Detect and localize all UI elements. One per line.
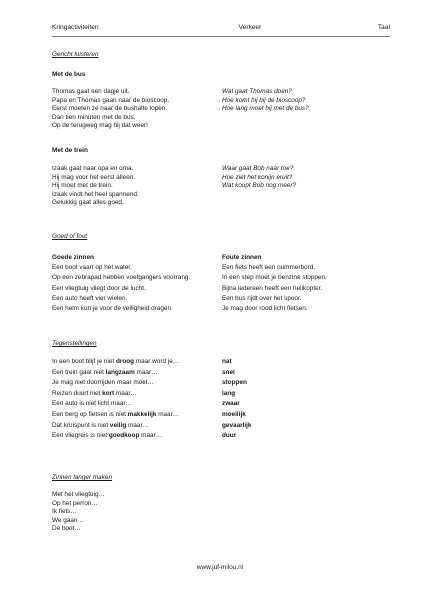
question-line: Waar gaat Bob naar toe? [222, 165, 294, 172]
bad-sentence: Je mag door rood licht fietsen. [222, 304, 308, 312]
opposite-answer: nat [222, 358, 232, 365]
good-sentence: Een auto heeft vier wielen. [52, 294, 128, 302]
subsection-title-bus: Met de bus [52, 71, 86, 78]
opposites-answers [222, 357, 322, 442]
section-title-goed-of-fout: Goed of fout [52, 233, 88, 240]
opposite-answer: moeilijk [222, 410, 246, 418]
story-line: Izaak gaat naar opa en oma. [52, 165, 134, 172]
opposite-sentence: Een auto is niet licht maar… [52, 400, 132, 408]
section-title-gericht-luisteren: Gericht luisteren [52, 51, 99, 58]
opposite-answer: stoppen [222, 379, 247, 387]
bad-sentences-header: Foute zinnen [222, 254, 262, 261]
bus-story [52, 88, 232, 131]
question-line: Hoe ziet het konijn eruit? [222, 173, 293, 181]
story-line: Thomas gaat een dagje uit. [52, 88, 130, 95]
sentence-start: Op het perron… [52, 499, 98, 507]
opposite-sentence: Dat kruispunt is niet veilig maar… [52, 421, 149, 429]
page-header [52, 24, 390, 34]
footer-url: www.juf-milou.nl [196, 564, 244, 571]
story-line: Dan tien minuten met de bus. [52, 113, 136, 121]
opposite-answer: duur [222, 432, 237, 440]
good-sentences-header: Goede zinnen [52, 254, 94, 261]
opposite-answer: zwaar [222, 400, 240, 408]
trein-questions [222, 165, 392, 191]
story-line: Papa en Thomas gaan naar de bioscoop. [52, 96, 170, 104]
header-right: Taal [377, 24, 390, 31]
question-line: Hoe komt hij bij de bioscoop? [222, 96, 306, 104]
opposite-sentence: Een vliegreis is niet goedkoop maar… [52, 432, 163, 440]
story-line: Hij moet met de trein. [52, 182, 113, 190]
header-divider [52, 36, 390, 37]
opposite-sentence: In een boot blijf je niet droog maar word je… [52, 358, 180, 365]
bad-sentence: Een bus rijdt over het spoor. [222, 294, 302, 302]
longer-sentences [52, 491, 232, 534]
bad-sentence: Bijna iedereen heeft een helikopter. [222, 284, 323, 292]
story-line: Izaak vindt het heel spannend. [52, 190, 139, 198]
opposite-answer: gevaarlijk [222, 421, 252, 429]
good-sentence: Een vliegtuig vliegt door de lucht. [52, 284, 146, 292]
good-sentence: Op een zebrapad hebben voetgangers voorrang. [52, 274, 191, 282]
story-line: Gelukkig gaat alles goed. [52, 199, 124, 207]
question-line: Wat gaat Thomas doen? [222, 88, 292, 95]
bad-sentence: In een step moet je benzine stoppen. [222, 274, 327, 282]
section-title-tegenstellingen: Tegenstellingen [52, 340, 97, 347]
sentence-start: We gaan… [52, 516, 84, 524]
sentence-start: De boot… [52, 525, 81, 533]
bus-questions [222, 88, 392, 114]
opposite-sentence: Reizen duurt niet kort maar… [52, 389, 137, 397]
opposite-sentence: Een berg op fietsen is niet makkelijk maar… [52, 410, 180, 418]
opposites-sentences [52, 357, 222, 442]
trein-story [52, 165, 232, 208]
section-title-zinnen-langer-maken: Zinnen langer maken [52, 474, 113, 481]
opposite-sentence: Een trein gaat niet langzaam maar… [52, 368, 158, 376]
story-line: Eerst moeten ze naar de bushalte lopen. [52, 105, 168, 113]
good-sentence: Een helm kun je voor de veiligheid dragen. [52, 304, 173, 312]
header-left: Kringactiviteiten [52, 24, 99, 31]
story-line: Op de terugweg mag hij dat weer! [52, 122, 148, 130]
bad-sentence: Een fiets heeft een nummerbord. [222, 264, 316, 272]
opposite-answer: snel [222, 368, 235, 376]
bad-sentences [222, 253, 397, 314]
good-sentences [52, 253, 227, 314]
header-center: Verkeer [238, 24, 262, 31]
question-line: Hoe lang moet hij met de bus? [222, 105, 309, 113]
sentence-start: Ik fiets… [52, 508, 77, 516]
opposite-sentence: Je mag niet doorrijden maar moet… [52, 379, 154, 387]
opposite-answer: lang [222, 389, 236, 397]
good-sentence: Een boot vaart op het water. [52, 264, 132, 272]
question-line: Wat koopt Bob nog meer? [222, 182, 297, 190]
story-line: Hij mag voor het eerst alleen. [52, 173, 136, 181]
subsection-title-trein: Met de trein [52, 147, 88, 154]
sentence-start: Met het vliegtuig… [52, 491, 105, 498]
